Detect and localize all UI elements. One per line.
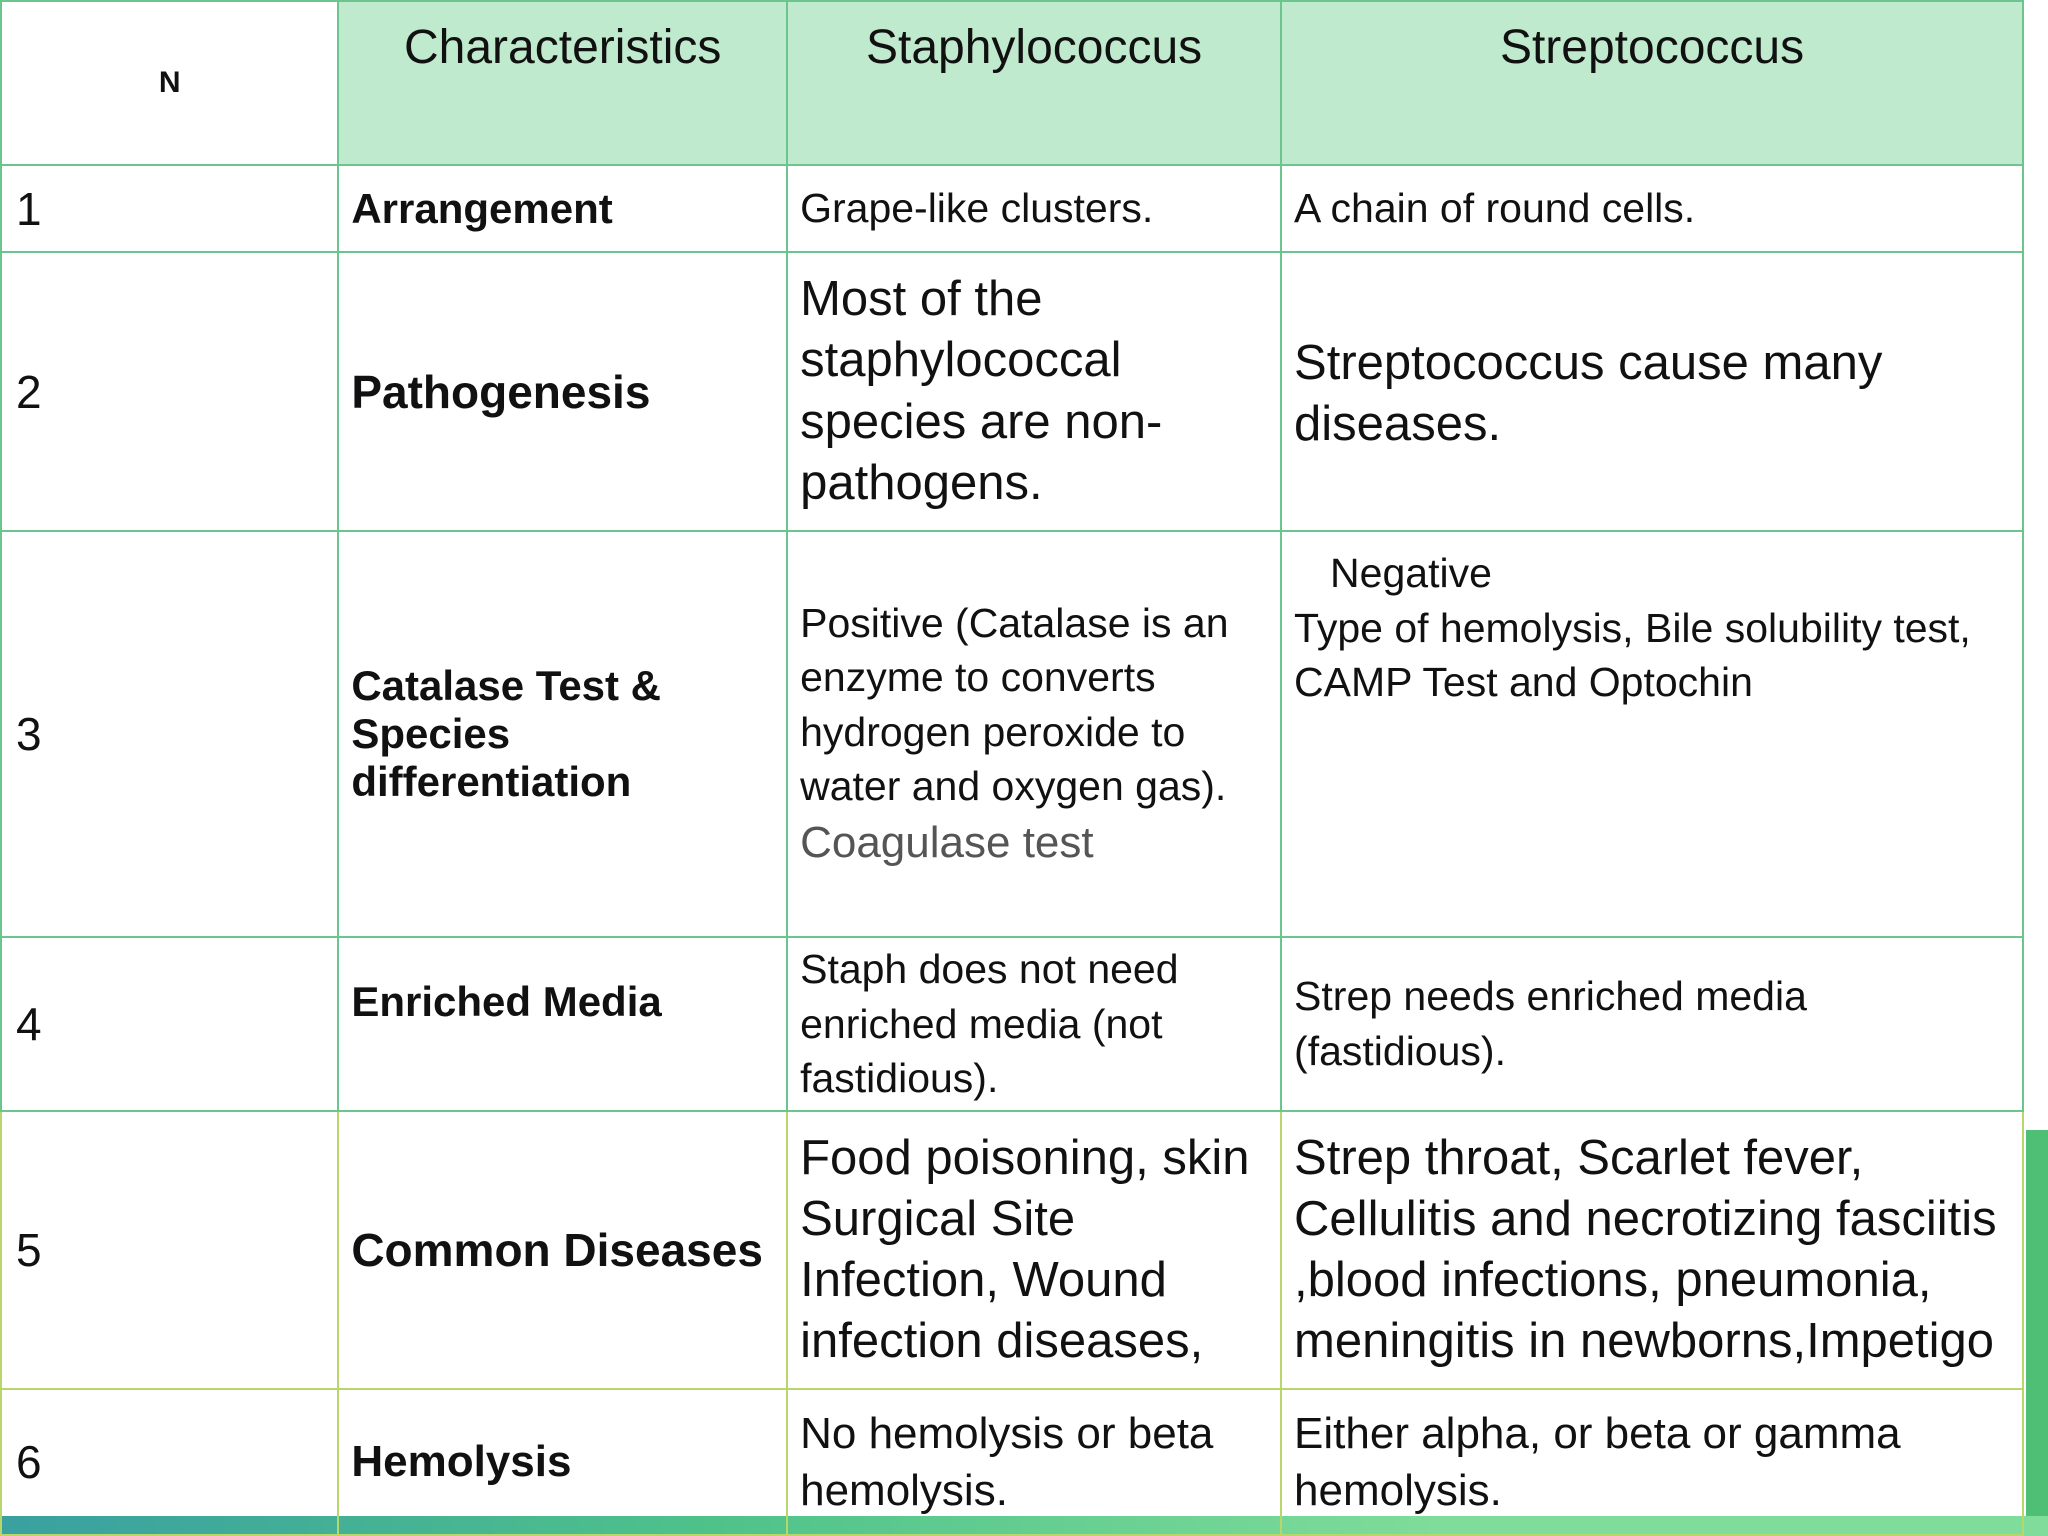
row-characteristic: Catalase Test & Species differentiation — [338, 531, 787, 937]
strep-catalase-result: Negative — [1330, 550, 1492, 596]
staph-cell: No hemolysis or beta hemolysis. — [787, 1389, 1281, 1535]
staph-cell: Staph does not need enriched media (not fastidious). — [787, 937, 1281, 1111]
staph-cell — [787, 531, 1281, 937]
strep-differentiation-note: Type of hemolysis, Bile solubility test, CAMP Test and Optochin — [1294, 604, 1971, 706]
decorative-accent-bar — [2026, 1130, 2048, 1536]
strep-cell: Strep needs enriched media (fastidious). — [1281, 937, 2023, 1111]
row-characteristic: Arrangement — [338, 165, 787, 252]
table-row — [1, 1111, 2023, 1389]
strep-cell: A chain of round cells. — [1281, 165, 2023, 252]
table-header-row — [1, 1, 2023, 165]
staph-cell: Grape-like clusters. — [787, 165, 1281, 252]
staph-catalase-result: Positive (Catalase is an enzyme to converts hydrogen peroxide to water and oxygen gas). — [800, 599, 1229, 810]
table-row — [1, 531, 2023, 937]
row-number: 4 — [1, 937, 338, 1111]
strep-cell: Strep throat, Scarlet fever, Cellulitis and necrotizing fasciitis ,blood infections, pneumonia, meningitis in newborns,Impetigo — [1281, 1111, 2023, 1389]
header-staphylococcus: Staphylococcus — [787, 1, 1281, 165]
staph-coagulase-note: Coagulase test — [800, 817, 1094, 867]
staph-cell: Most of the staphylococcal species are non-pathogens. — [787, 252, 1281, 531]
strep-cell — [1281, 531, 2023, 937]
table-row — [1, 165, 2023, 252]
row-number: 6 — [1, 1389, 338, 1535]
row-characteristic: Hemolysis — [338, 1389, 787, 1535]
row-number: 5 — [1, 1111, 338, 1389]
strep-cell: Streptococcus cause many diseases. — [1281, 252, 2023, 531]
strep-cell: Either alpha, or beta or gamma hemolysis. — [1281, 1389, 2023, 1535]
table-row — [1, 1389, 2023, 1535]
row-characteristic: Common Diseases — [338, 1111, 787, 1389]
row-characteristic: Pathogenesis — [338, 252, 787, 531]
row-number: 3 — [1, 531, 338, 937]
row-characteristic: Enriched Media — [338, 937, 787, 1111]
table-row — [1, 252, 2023, 531]
header-characteristics: Characteristics — [338, 1, 787, 165]
row-number: 1 — [1, 165, 338, 252]
table-row — [1, 937, 2023, 1111]
header-streptococcus: Streptococcus — [1281, 1, 2023, 165]
header-n: N — [1, 1, 338, 165]
row-number: 2 — [1, 252, 338, 531]
staph-cell: Food poisoning, skin Surgical Site Infection, Wound infection diseases, — [787, 1111, 1281, 1389]
